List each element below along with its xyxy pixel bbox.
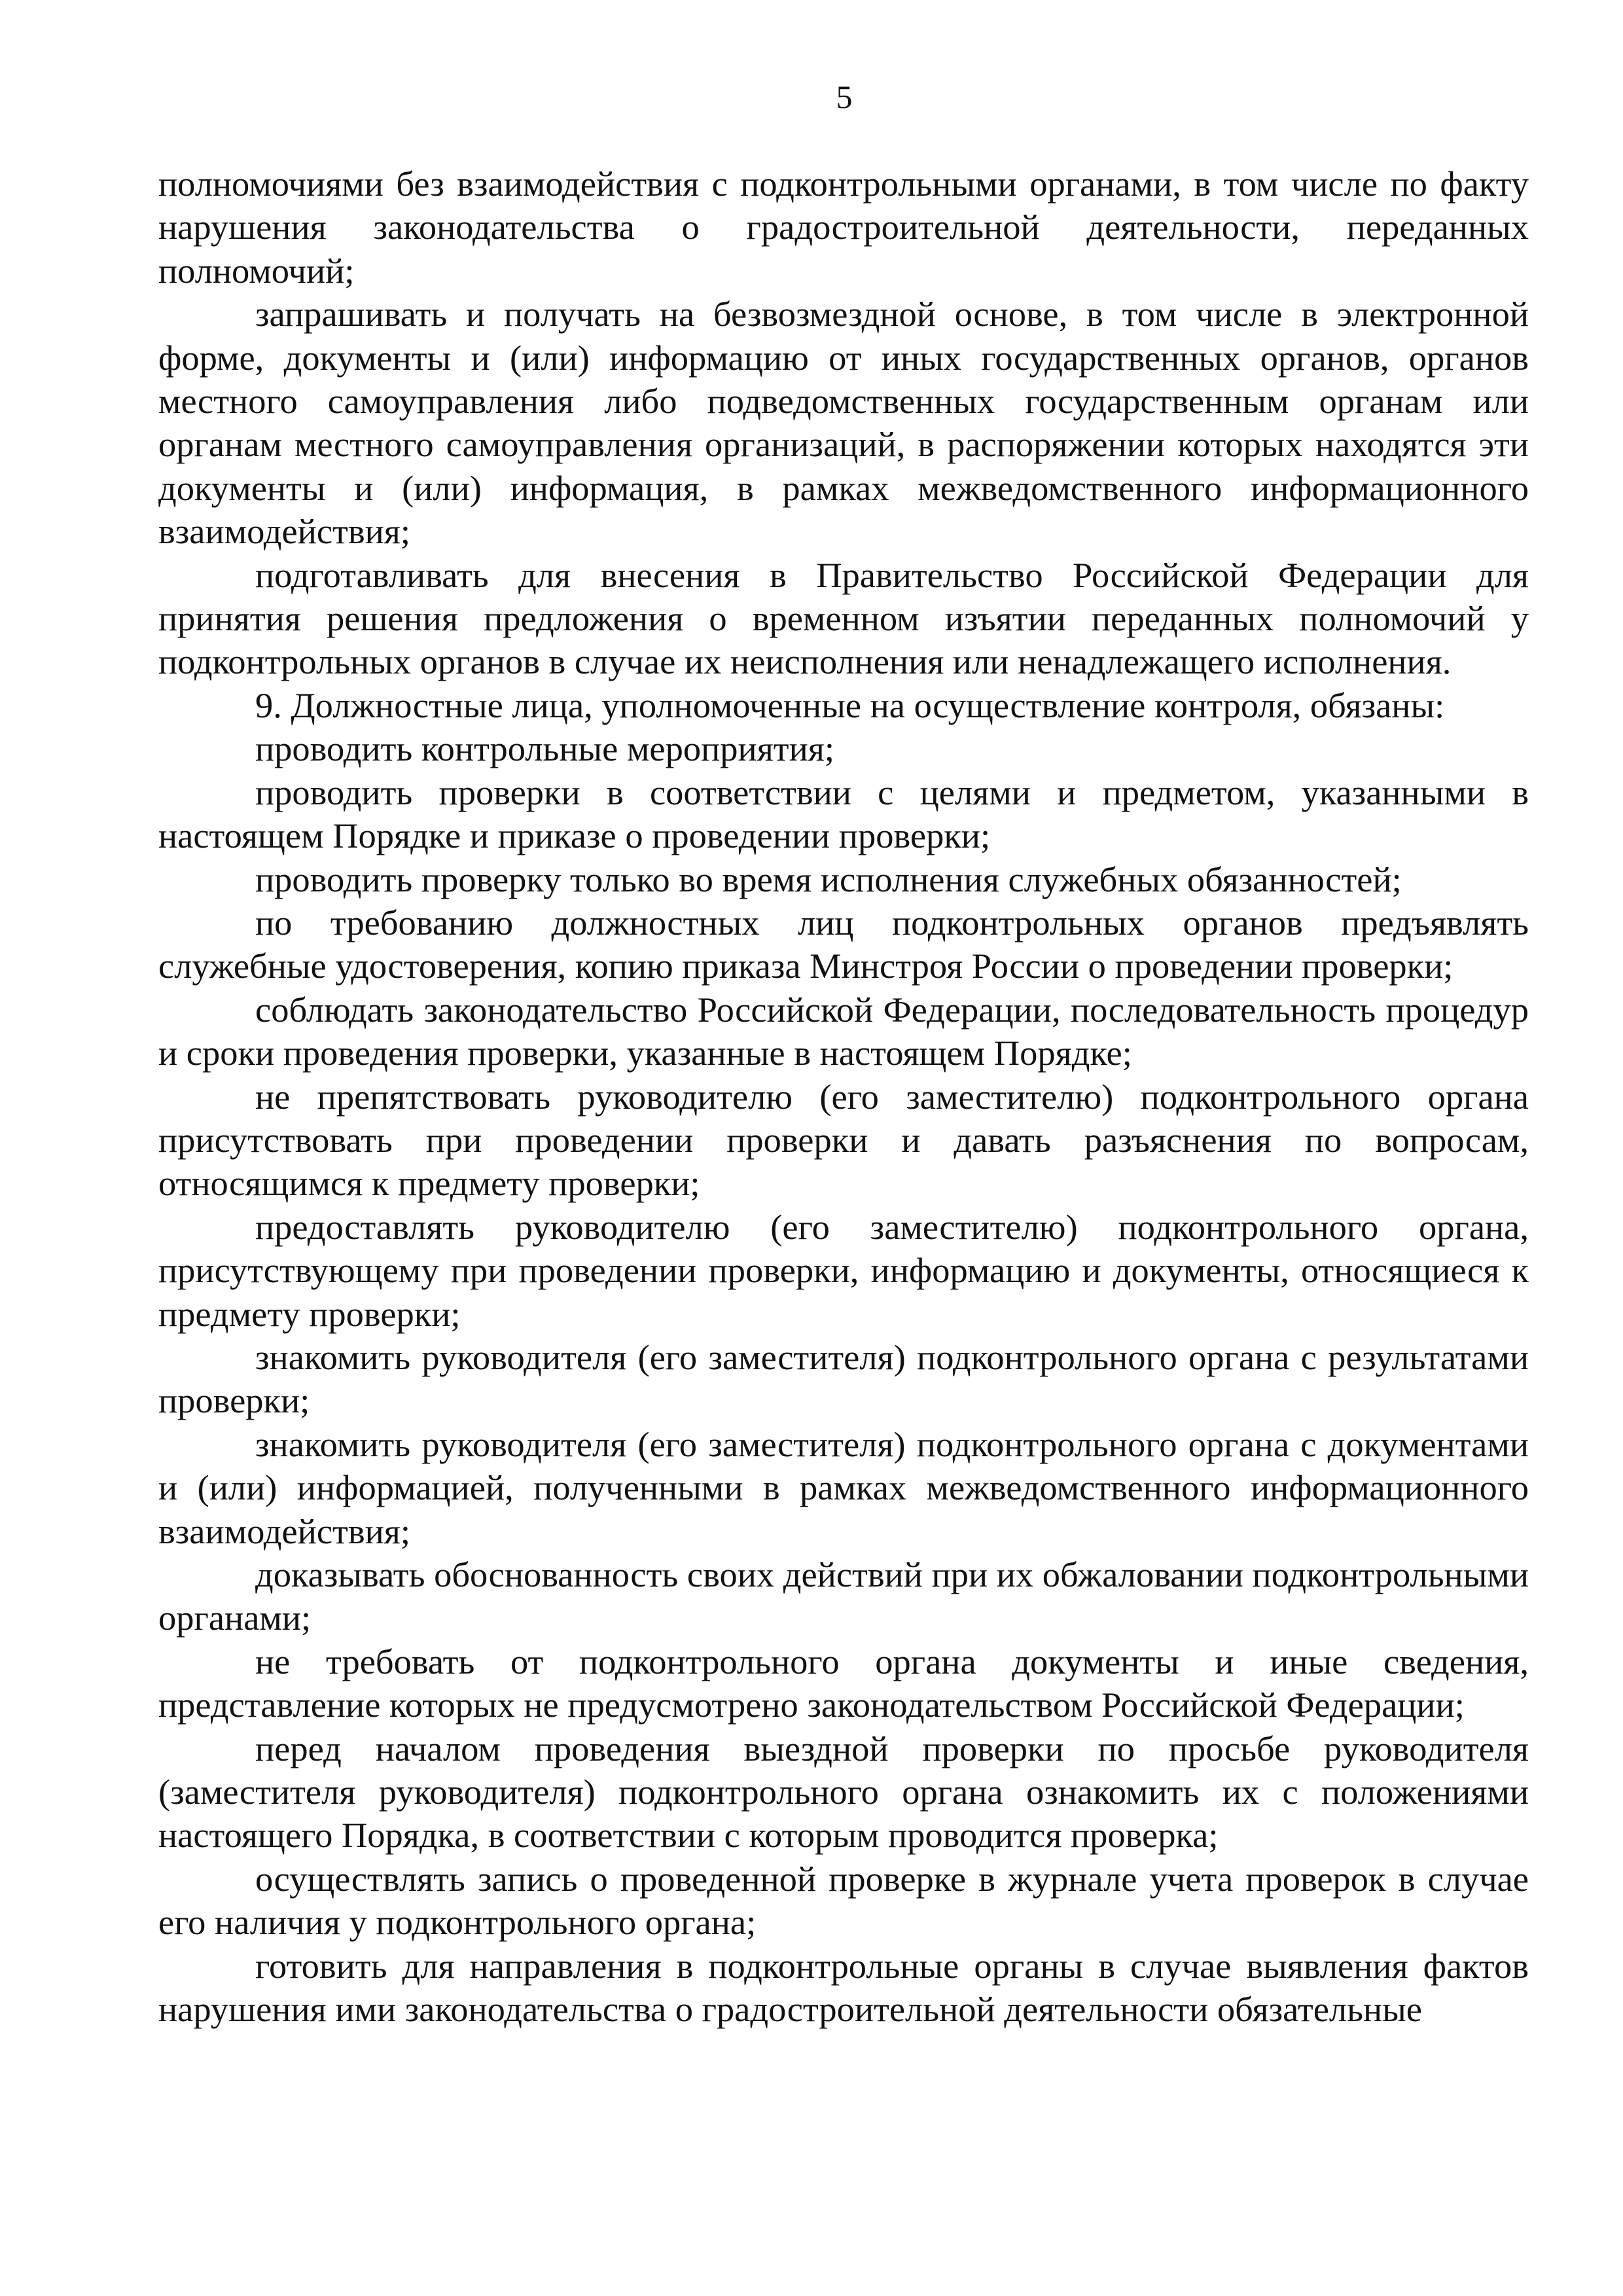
paragraph-not-obstruct: не препятствовать руководителю (его заместителю) подконтрольного органа присутствовать при проведении проверки и давать разъяснения по вопросам, относящимся к предмету проверки; xyxy=(158,1076,1529,1204)
paragraph-acquaint-results: знакомить руководителя (его заместителя) подконтрольного органа с результатами проверки; xyxy=(158,1336,1529,1421)
paragraph-prepare-orders: готовить для направления в подконтрольные органы в случае выявления фактов нарушения ими законодательства о градостроительной деятельности обязательные xyxy=(158,1945,1529,2030)
document-body xyxy=(158,162,1529,2031)
paragraph-control-measures: проводить контрольные мероприятия; xyxy=(255,728,834,769)
paragraph-present-credentials: по требованию должностных лиц подконтрольных органов предъявлять служебные удостоверения, копию приказа Минстроя России о проведении проверки; xyxy=(158,902,1529,986)
paragraph-observe-law: соблюдать законодательство Российской Федерации, последовательность процедур и сроки проведения проверки, указанные в настоящем Порядке; xyxy=(158,989,1529,1073)
paragraph-record-journal: осуществлять запись о проведенной проверке в журнале учета проверок в случае его наличия у подконтрольного органа; xyxy=(158,1858,1529,1943)
paragraph-provide-information: предоставлять руководителю (его заместителю) подконтрольного органа, присутствующему при проведении проверки, информацию и документы, относящиеся к предмету проверки; xyxy=(158,1206,1529,1334)
paragraph-request-information: запрашивать и получать на безвозмездной основе, в том числе в электронной форме, документы и (или) информацию от иных государственных органов, органов местного самоуправления либо подведомственных государственным органам или органам местного самоуправления организаций, в распоряжении которых находятся эти документы и (или) информация, в рамках межведомственного информационного взаимодействия; xyxy=(158,294,1529,552)
paragraph-conduct-inspections: проводить проверки в соответствии с целями и предметом, указанными в настоящем Порядке и приказе о проведении проверки; xyxy=(158,772,1529,856)
paragraph-acquaint-documents: знакомить руководителя (его заместителя) подконтрольного органа с документами и (или) информацией, полученными в рамках межведомственного информационного взаимодействия; xyxy=(158,1424,1529,1551)
paragraph-not-demand-documents: не требовать от подконтрольного органа документы и иные сведения, представление которых не предусмотрено законодательством Российской Федерации; xyxy=(158,1641,1529,1725)
paragraph-continuation: полномочиями без взаимодействия с подконтрольными органами, в том числе по факту нарушения законодательства о градостроительной деятельности, переданных полномочий; xyxy=(158,164,1529,291)
paragraph-section-9: 9. Должностные лица, уполномоченные на осуществление контроля, обязаны: xyxy=(255,685,1445,725)
paragraph-prepare-proposals: подготавливать для внесения в Правительство Российской Федерации для принятия решения предложения о временном изъятии переданных полномочий у подконтрольных органов в случае их неисполнения или ненадлежащего исполнения. xyxy=(158,554,1529,682)
paragraph-acquaint-procedure: перед началом проведения выездной проверки по просьбе руководителя (заместителя руководителя) подконтрольного органа ознакомить их с положениями настоящего Порядка, в соответствии с которым проводится проверка; xyxy=(158,1728,1529,1856)
paragraph-working-hours: проводить проверку только во время исполнения служебных обязанностей; xyxy=(255,859,1402,899)
page-number: 5 xyxy=(836,79,853,115)
paragraph-justify-actions: доказывать обоснованность своих действий при их обжаловании подконтрольными органами; xyxy=(158,1554,1529,1638)
